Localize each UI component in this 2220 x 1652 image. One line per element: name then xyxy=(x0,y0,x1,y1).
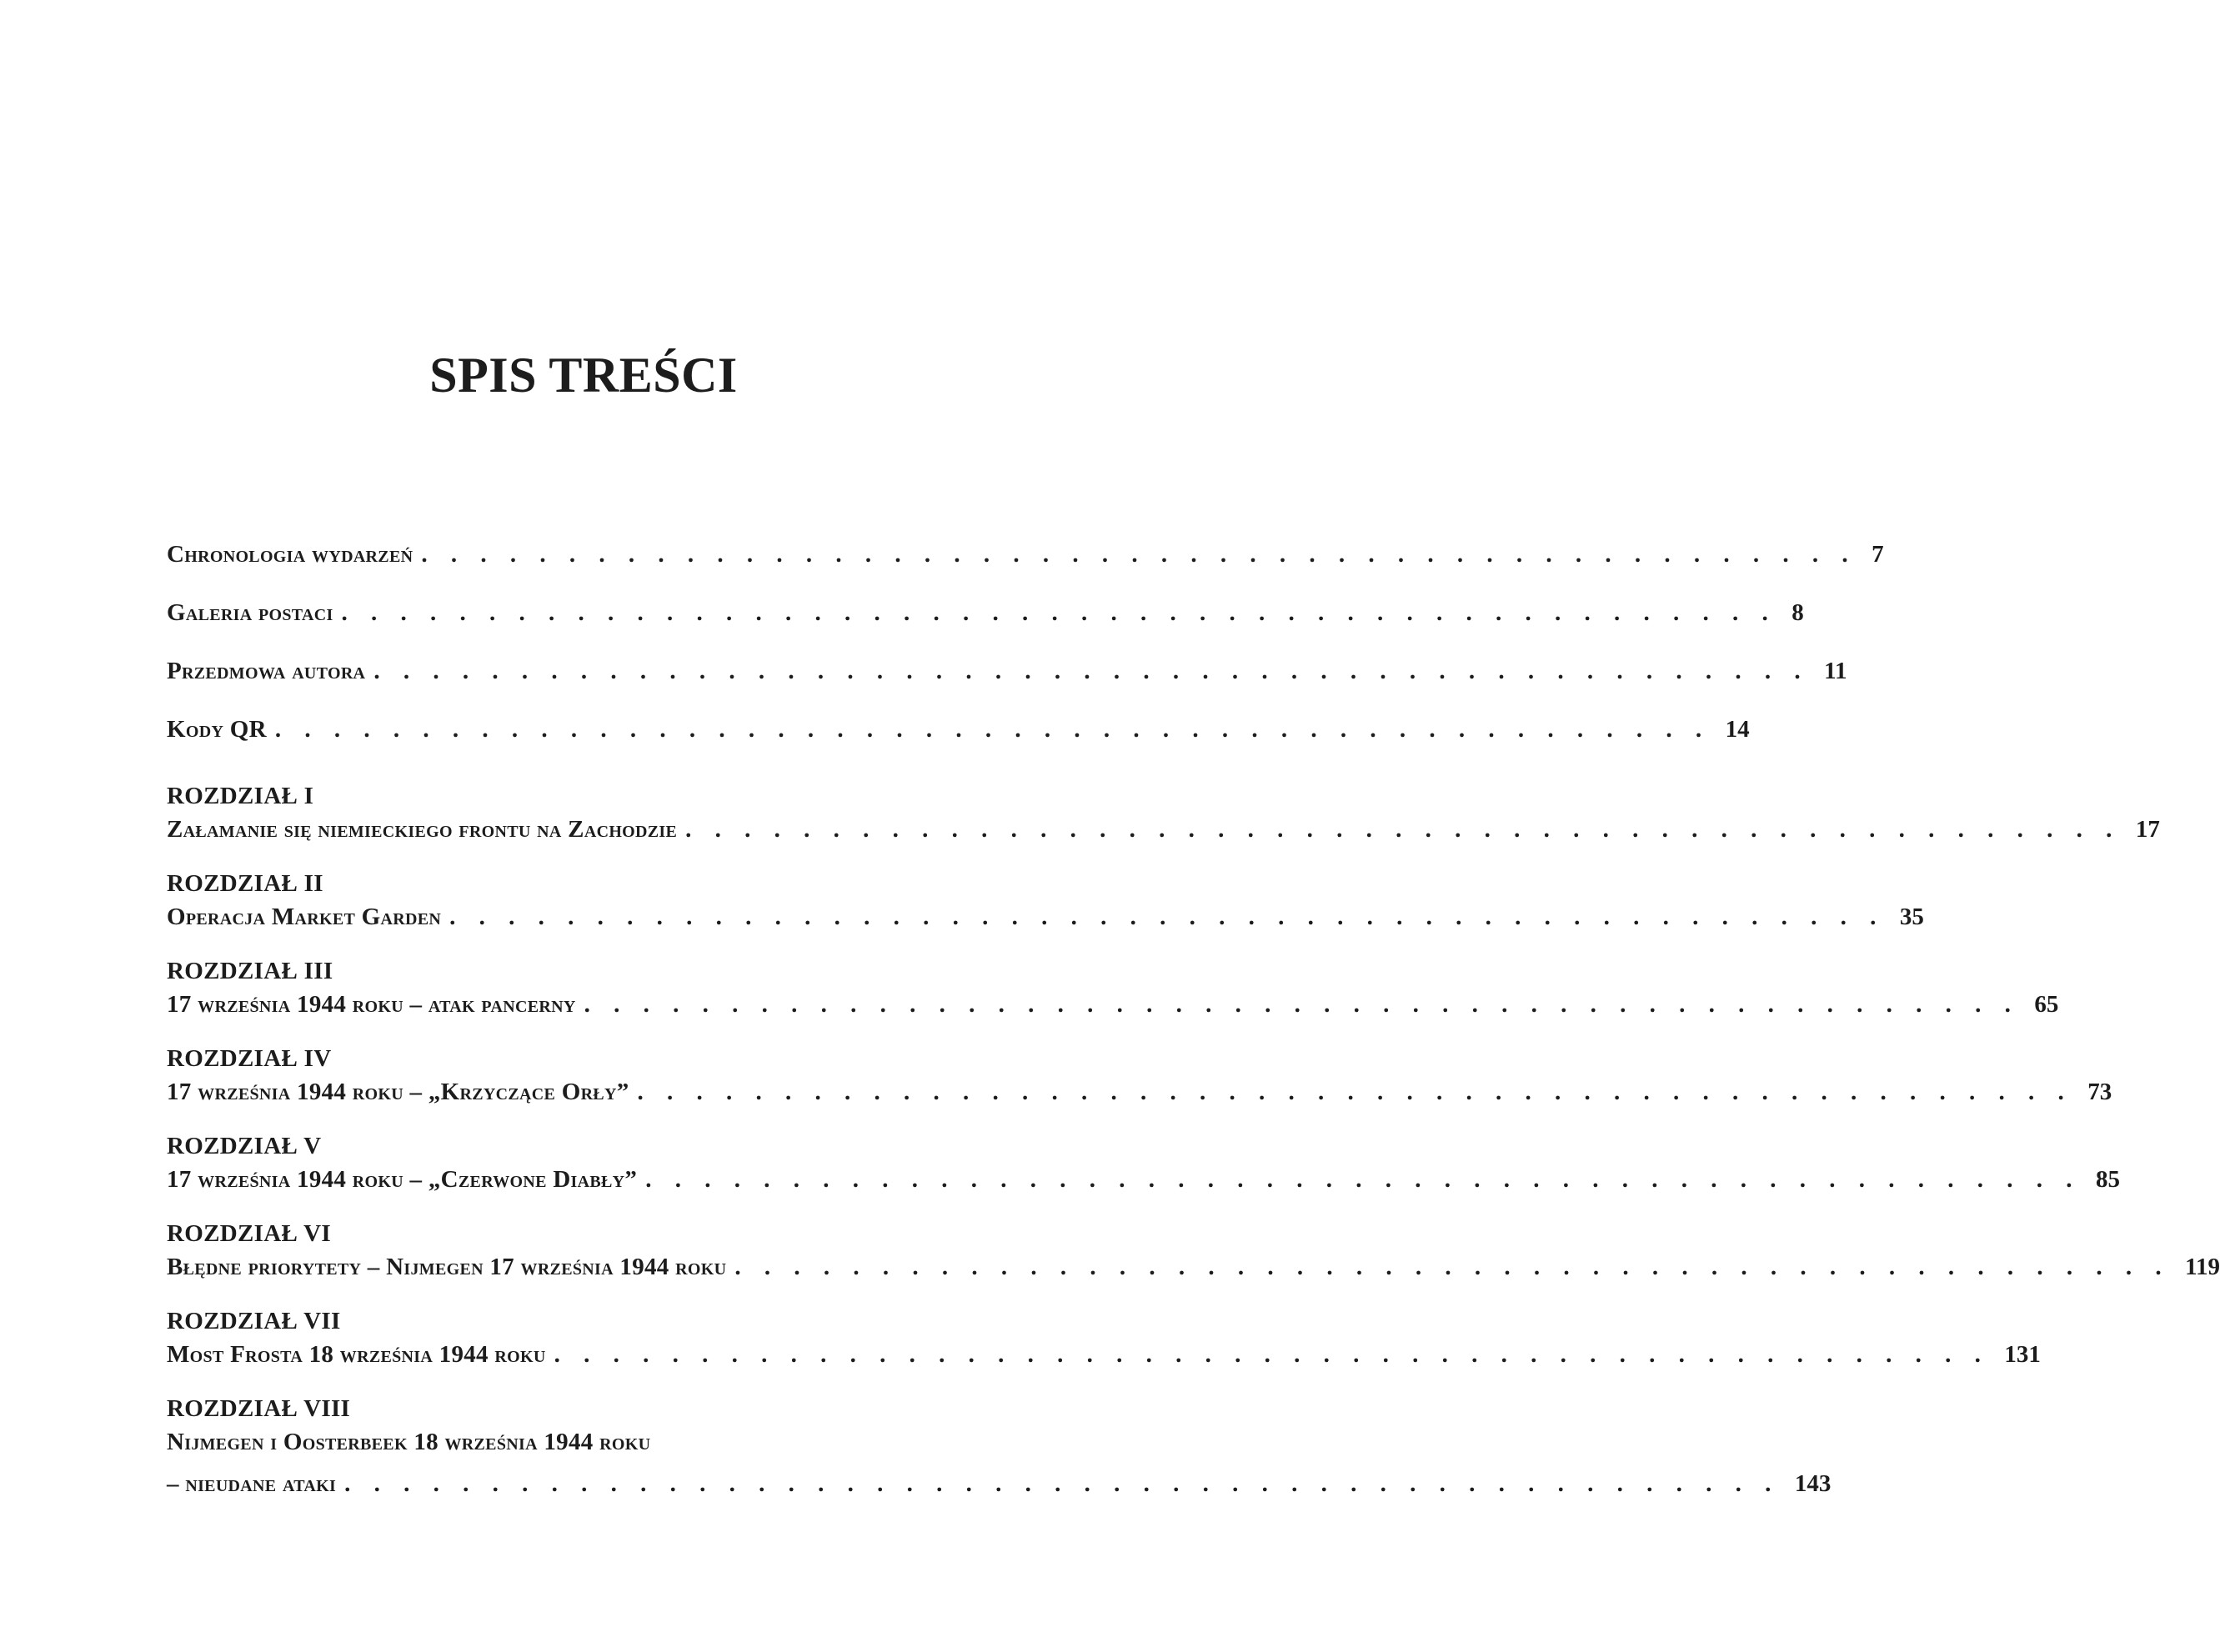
toc-entry-title: Chronologia wydarzeń xyxy=(167,541,413,568)
chapter-label: ROZDZIAŁ VIII xyxy=(167,1395,351,1422)
chapter-page: 65 xyxy=(2034,991,2059,1018)
dot-leader: . . . . . . . . . . . . . . . . . . . . . . . . . . . . . . . . . . . . . . . . . . . . . . . . . xyxy=(645,1166,2081,1193)
chapter-label: ROZDZIAŁ III xyxy=(167,958,333,984)
chapter-label: ROZDZIAŁ V xyxy=(167,1133,322,1159)
chapter-title: – nieudane ataki xyxy=(167,1470,337,1497)
chapter-label: ROZDZIAŁ II xyxy=(167,870,323,897)
dot-leader: . . . . . . . . . . . . . . . . . . . . . . . . . . . . . . . . . . . . . . . . . . . . . . . . . xyxy=(554,1341,1990,1368)
toc-entry-page: 11 xyxy=(1824,658,1847,684)
toc-entry-page: 14 xyxy=(1725,716,1750,743)
dot-leader: . . . . . . . . . . . . . . . . . . . . . . . . . . . . . . . . . . . . . . . . . . . . . . . . . xyxy=(734,1254,2171,1280)
chapter-title: Załamanie się niemieckiego frontu na Zachodzie xyxy=(167,816,678,843)
dot-leader: . . . . . . . . . . . . . . . . . . . . . . . . . . . . . . . . . . . . . . . . . . . . . . . . . xyxy=(685,816,2121,843)
toc-entry-page: 8 xyxy=(1792,599,1804,626)
dot-leader: . . . . . . . . . . . . . . . . . . . . . . . . . . . . . . . . . . . . . . . . . . . . . . . . . xyxy=(373,658,1810,684)
chapter-title: 17 września 1944 roku – „Krzyczące Orły” xyxy=(167,1079,629,1105)
chapter-page: 119 xyxy=(2185,1254,2220,1280)
toc-chapter-8[interactable] xyxy=(167,1392,1832,1500)
toc-chapter-2[interactable] xyxy=(167,867,1924,934)
chapter-page: 131 xyxy=(2004,1341,2041,1368)
toc-entry-title: Kody QR xyxy=(167,716,267,743)
toc-chapter-1[interactable] xyxy=(167,779,2160,846)
page-title: SPIS TREŚCI xyxy=(429,348,738,403)
chapter-page: 35 xyxy=(1899,904,1924,930)
dot-leader: . . . . . . . . . . . . . . . . . . . . . . . . . . . . . . . . . . . . . . . . . . . . . . . . . xyxy=(449,904,1885,930)
toc-chapter-6[interactable] xyxy=(167,1217,2220,1284)
chapter-title: Błędne priorytety – Nijmegen 17 września 1944 roku xyxy=(167,1254,727,1280)
chapter-title-line1: Nijmegen i Oosterbeek 18 września 1944 roku xyxy=(167,1429,651,1455)
toc-entry-page: 7 xyxy=(1872,541,1884,568)
toc-entry-chronologia[interactable] xyxy=(167,538,1884,571)
dot-leader: . . . . . . . . . . . . . . . . . . . . . . . . . . . . . . . . . . . . . . . . . . . . . . . . . xyxy=(344,1470,1780,1497)
chapter-title: Operacja Market Garden xyxy=(167,904,442,930)
chapter-title: 17 września 1944 roku – „Czerwone Diabły” xyxy=(167,1166,638,1193)
toc-chapter-4[interactable] xyxy=(167,1042,2112,1109)
dot-leader: . . . . . . . . . . . . . . . . . . . . . . . . . . . . . . . . . . . . . . . . . . . . . . . . . xyxy=(341,599,1777,626)
chapter-label: ROZDZIAŁ I xyxy=(167,783,314,809)
toc-entry-title: Galeria postaci xyxy=(167,599,333,626)
toc-chapter-3[interactable] xyxy=(167,954,2059,1021)
toc-entry-przedmowa[interactable] xyxy=(167,654,1847,688)
chapter-page: 143 xyxy=(1794,1470,1832,1497)
chapter-page: 85 xyxy=(2095,1166,2120,1193)
dot-leader: . . . . . . . . . . . . . . . . . . . . . . . . . . . . . . . . . . . . . . . . . . . . . . . . . xyxy=(584,991,2020,1018)
toc-entry-galeria[interactable] xyxy=(167,596,1804,629)
chapter-title: 17 września 1944 roku – atak pancerny xyxy=(167,991,576,1018)
dot-leader: . . . . . . . . . . . . . . . . . . . . . . . . . . . . . . . . . . . . . . . . . . . . . . . . . xyxy=(274,716,1711,743)
dot-leader: . . . . . . . . . . . . . . . . . . . . . . . . . . . . . . . . . . . . . . . . . . . . . . . . . xyxy=(637,1079,2073,1105)
dot-leader: . . . . . . . . . . . . . . . . . . . . . . . . . . . . . . . . . . . . . . . . . . . . . . . . . xyxy=(421,541,1857,568)
chapter-label: ROZDZIAŁ IV xyxy=(167,1045,332,1072)
chapter-label: ROZDZIAŁ VI xyxy=(167,1220,331,1247)
toc-entry-kody-qr[interactable] xyxy=(167,713,1750,746)
toc-entry-title: Przedmowa autora xyxy=(167,658,366,684)
toc-chapter-7[interactable] xyxy=(167,1304,2041,1371)
chapter-label: ROZDZIAŁ VII xyxy=(167,1308,341,1334)
toc-chapter-5[interactable] xyxy=(167,1129,2120,1196)
chapter-page: 73 xyxy=(2087,1079,2112,1105)
chapter-page: 17 xyxy=(2135,816,2160,843)
chapter-title: Most Frosta 18 września 1944 roku xyxy=(167,1341,546,1368)
